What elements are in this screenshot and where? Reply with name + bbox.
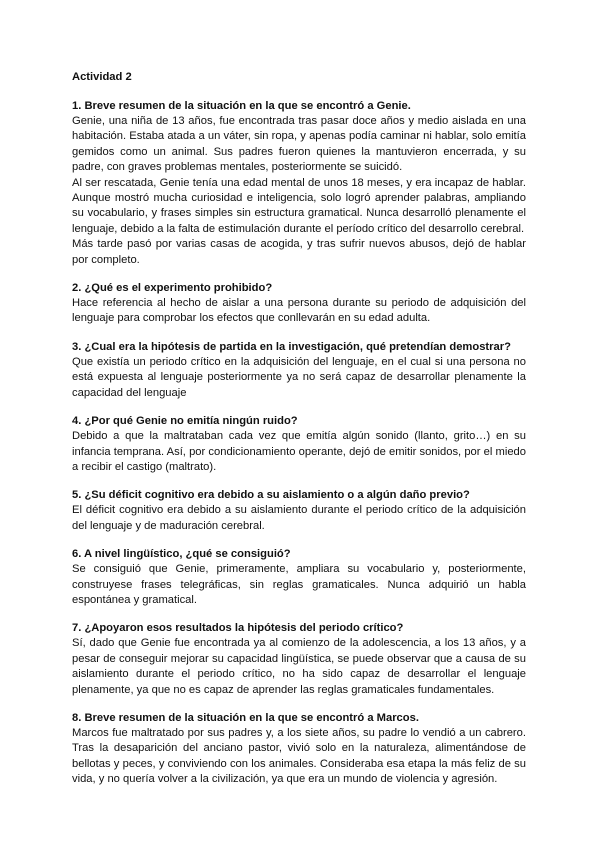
answer-4-paragraph: Debido a que la maltrataban cada vez que emitía algún sonido (llanto, grito…) en su infancia temprana. Así, por condicionamiento operante, dejó de emitir sonidos, por el miedo a recibir el castigo (maltrato). <box>72 430 526 473</box>
section-6 <box>72 547 526 608</box>
question-2-heading: 2. ¿Qué es el experimento prohibido? <box>72 282 273 295</box>
answer-5-paragraph: El déficit cognitivo era debido a su aislamiento durante el periodo crítico de la adquisición del lenguaje y de maduración cerebral. <box>72 504 526 532</box>
question-3-heading: 3. ¿Cual era la hipótesis de partida en la investigación, qué pretendían demostrar? <box>72 340 511 353</box>
answer-1-paragraph-2: Al ser rescatada, Genie tenía una edad mental de unos 18 meses, y era incapaz de hablar. Aunque mostró mucha curiosidad e inteligencia, solo logró aprender palabras, ampliando su vocabulario, y frases simples sin estructura gramatical. Nunca desarrolló plenamente el lenguaje, debido a la falta de estimulación durante el período crítico del desarrollo cerebral. <box>72 176 526 235</box>
section-8 <box>72 711 526 788</box>
answer-6-paragraph: Se consiguió que Genie, primeramente, ampliara su vocabulario y, posteriormente, construyese frases telegráficas, sin reglas gramaticales. Nunca adquirió un habla espontánea y gramatical. <box>72 563 526 606</box>
question-8-heading: 8. Breve resumen de la situación en la que se encontró a Marcos. <box>72 711 419 724</box>
answer-1-paragraph-1: Genie, una niña de 13 años, fue encontrada tras pasar doce años y medio aislada en una habitación. Estaba atada a un váter, sin ropa, y apenas podía caminar ni hablar, solo emitía gemidos como un animal. Sus padres fueron quienes la mantuvieron encerrada, y su padre, con graves problemas mentales, posteriormente se suicidó. <box>72 115 526 174</box>
answer-7-paragraph: Sí, dado que Genie fue encontrada ya al comienzo de la adolescencia, a los 13 años, y a pesar de conseguir mejorar su capacidad lingüística, se puede observar que a causa de su aislamiento durante el periodo crítico, no ha sido capaz de desarrollar el lenguaje plenamente, ya que no es capaz de aprender las reglas gramaticales fundamentales. <box>72 637 526 696</box>
answer-1-paragraph-3: Más tarde pasó por varias casas de acogida, y tras sufrir nuevos abusos, dejó de hablar por completo. <box>72 238 526 266</box>
question-6-heading: 6. A nivel lingüístico, ¿qué se consiguió? <box>72 548 291 561</box>
section-4 <box>72 414 526 475</box>
question-4-heading: 4. ¿Por qué Genie no emitía ningún ruido? <box>72 415 298 428</box>
section-7 <box>72 621 526 698</box>
answer-8-paragraph: Marcos fue maltratado por sus padres y, a los siete años, su padre lo vendió a un cabrero. Tras la desaparición del anciano pastor, vivió solo en la naturaleza, alimentándose de bellotas y peces, y conviviendo con los animales. Consideraba esa etapa la más feliz de su vida, y no quería volver a la civilización, ya que era un mundo de violencia y agresión. <box>72 726 526 786</box>
section-3 <box>72 340 526 401</box>
answer-2-paragraph: Hace referencia al hecho de aislar a una persona durante su periodo de adquisición del lenguaje para comprobar los efectos que conllevarán en su edad adulta. <box>72 297 526 325</box>
section-2 <box>72 281 526 327</box>
section-1 <box>72 99 526 268</box>
document-title: Actividad 2 <box>72 71 132 83</box>
question-1-heading: 1. Breve resumen de la situación en la que se encontró a Genie. <box>72 100 411 112</box>
question-5-heading: 5. ¿Su déficit cognitivo era debido a su aislamiento o a algún daño previo? <box>72 489 470 502</box>
question-7-heading: 7. ¿Apoyaron esos resultados la hipótesis del periodo crítico? <box>72 622 404 635</box>
document-page <box>72 70 526 801</box>
answer-3-paragraph: Que existía un periodo crítico en la adquisición del lenguaje, en el cual si una persona no está expuesta al lenguaje posteriormente ya no será capaz de desarrollar plenamente la capacidad del lenguaje <box>72 355 526 399</box>
section-5 <box>72 488 526 534</box>
